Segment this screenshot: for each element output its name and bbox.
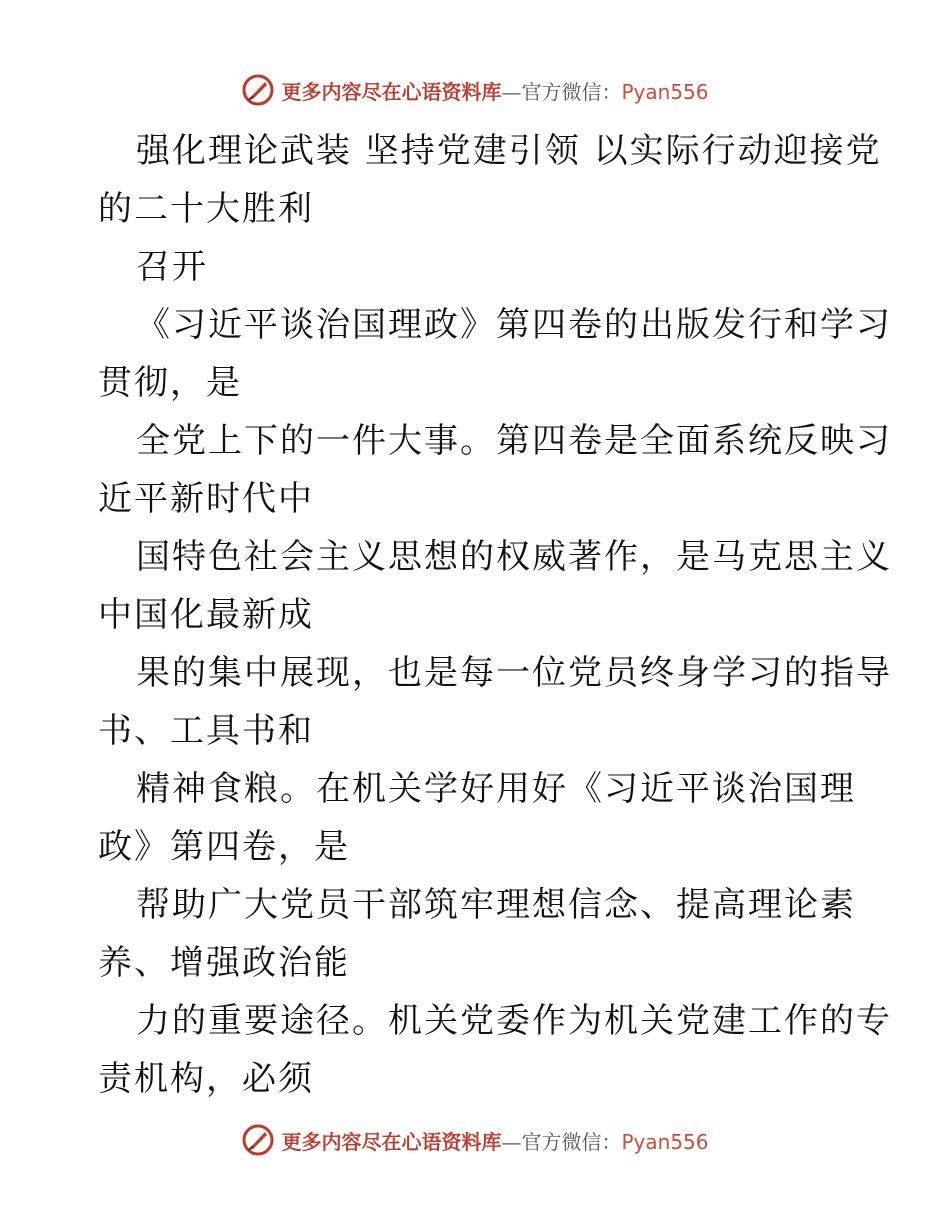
watermark-id: Pyan556 [621, 1129, 709, 1154]
watermark-text [281, 76, 708, 105]
text-line: 力的重要途径。机关党委作为机关党建工作的专 [136, 1001, 892, 1041]
text-line: 责机构，必须 [98, 1059, 314, 1099]
text-line: 贯彻，是 [98, 363, 242, 403]
watermark-separator: — [501, 79, 522, 104]
text-line: 召开 [136, 247, 208, 287]
quill-logo-icon [241, 73, 275, 107]
text-line: 果的集中展现，也是每一位党员终身学习的指导 [136, 653, 892, 693]
watermark-text [281, 1126, 708, 1155]
text-line: 精神食粮。在机关学好用好《习近平谈治国理 [136, 769, 856, 809]
watermark-label: 官方微信： [521, 1129, 622, 1154]
watermark-separator: — [501, 1129, 522, 1154]
watermark-main: 更多内容尽在心语资料库 [281, 1129, 502, 1154]
header-watermark [0, 70, 950, 110]
watermark-main: 更多内容尽在心语资料库 [281, 79, 502, 104]
text-line: 政》第四卷，是 [98, 827, 350, 867]
text-line: 近平新时代中 [98, 479, 314, 519]
text-line: 《习近平谈治国理政》第四卷的出版发行和学习 [136, 305, 892, 345]
text-line: 养、增强政治能 [98, 943, 350, 983]
watermark-id: Pyan556 [621, 79, 709, 104]
text-line: 中国化最新成 [98, 595, 314, 635]
document-body [98, 122, 892, 1108]
quill-logo-icon [241, 1123, 275, 1157]
watermark-label: 官方微信： [521, 79, 622, 104]
text-line: 全党上下的一件大事。第四卷是全面系统反映习 [136, 421, 892, 461]
text-line: 帮助广大党员干部筑牢理想信念、提高理论素 [136, 885, 856, 925]
text-line: 的二十大胜利 [98, 189, 314, 229]
text-line: 国特色社会主义思想的权威著作，是马克思主义 [136, 537, 892, 577]
text-line: 强化理论武装 坚持党建引领 以实际行动迎接党 [136, 131, 882, 171]
text-line: 书、工具书和 [98, 711, 314, 751]
footer-watermark [0, 1120, 950, 1160]
